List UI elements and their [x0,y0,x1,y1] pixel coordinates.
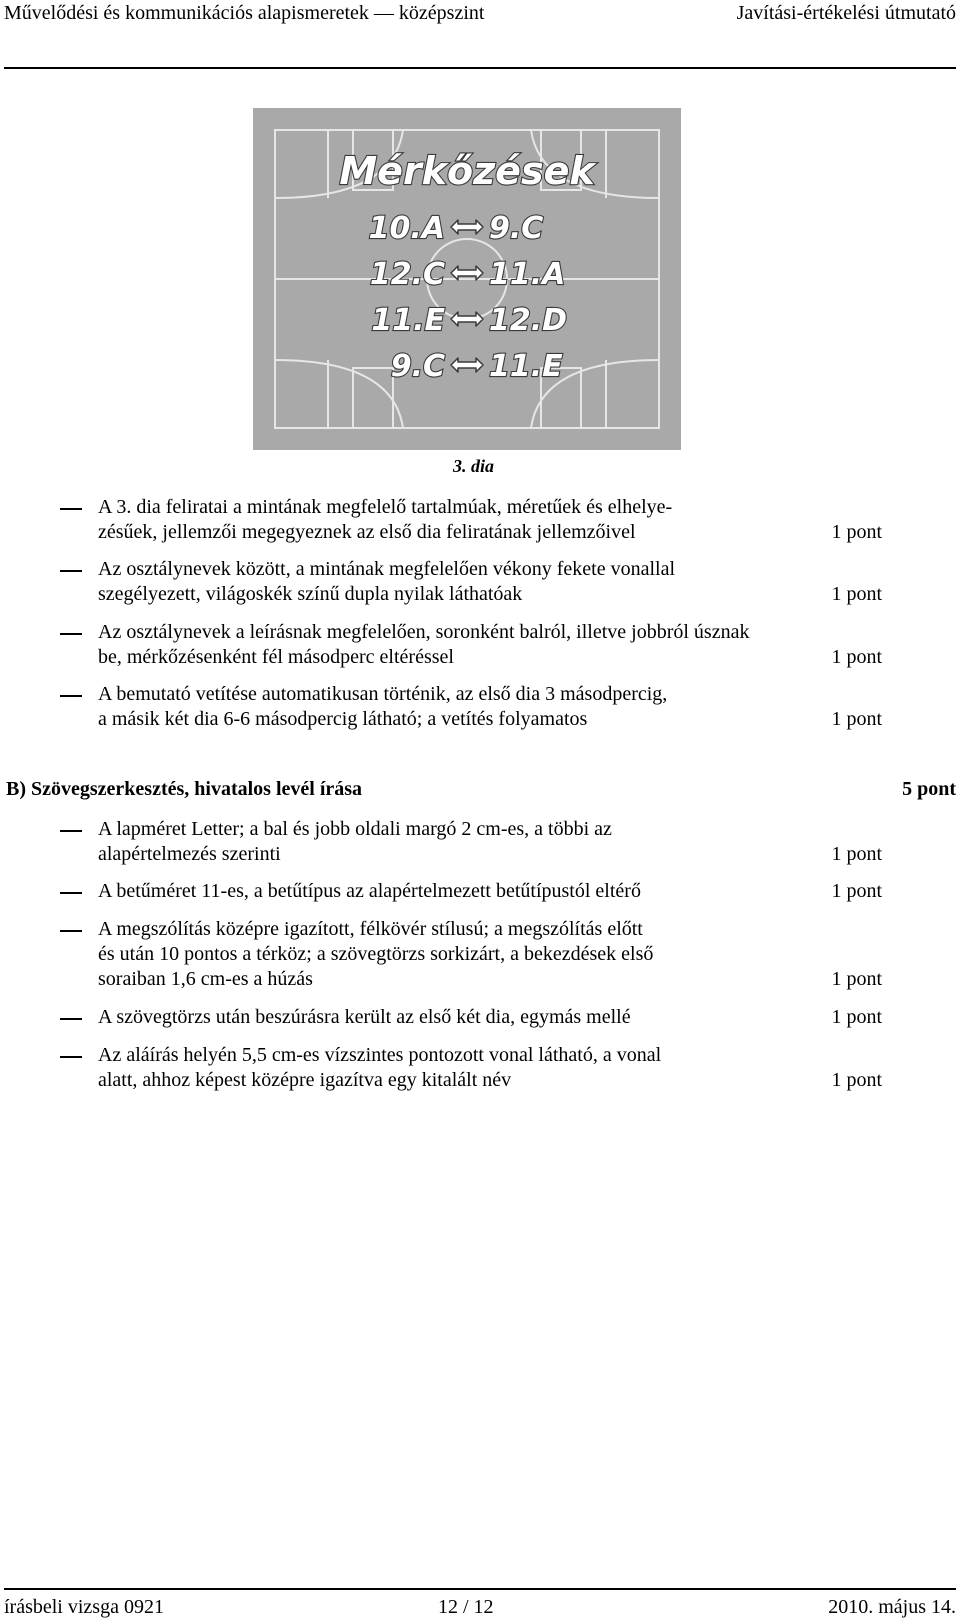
footer-date: 2010. május 14. [828,1596,956,1618]
criterion-item: A bemutató vetítése automatikusan történik, az első dia 3 másodpercig, a másik két dia 6-6 másodpercig látható; a vetítés folyamatos 1 pont [60,682,882,732]
criterion-item: Az osztálynevek a leírásnak megfelelően, soronként balról, illetve jobbról úsznak be, mérkőzésenként fél másodperc eltéréssel 1 pont [60,620,882,670]
header-doc-type: Javítási-értékelési útmutató [736,1,956,24]
criterion-points: 1 pont [831,968,882,990]
criterion-points: 1 pont [831,521,882,543]
criterion-points: 1 pont [831,646,882,668]
criterion-item: Az aláírás helyén 5,5 cm-es vízszintes pontozott vonal látható, a vonal alatt, ahhoz képest középre igazítva egy kitalált név 1 pont [60,1043,882,1093]
page-header [4,0,956,26]
footer-exam-id: írásbeli vizsga 0921 [4,1596,164,1618]
slide-caption: 3. dia [453,456,495,476]
match-right: 11.E [489,349,563,384]
footer-page-number: 12 / 12 [438,1596,494,1618]
dash-bullet [60,1056,82,1058]
criterion-item: A betűméret 11-es, a betűtípus az alapértelmezett betűtípustól eltérő 1 pont [60,879,882,904]
dash-bullet [60,695,82,697]
dash-bullet [60,892,82,894]
match-left: 10.A [368,211,445,246]
header-rule [4,67,956,69]
criterion-points: 1 pont [831,583,882,605]
match-right: 9.C [489,211,544,246]
criterion-item: A 3. dia feliratai a mintának megfelelő tartalmúak, méretűek és elhelye- zésűek, jellemzői megegyeznek az első dia feliratának jellemzőivel 1 pont [60,495,882,545]
footer-rule [4,1588,956,1590]
criterion-points: 1 pont [831,708,882,730]
section-b-title: B) Szövegszerkesztés, hivatalos levél írása [6,778,363,800]
match-left: 11.E [371,303,445,338]
criterion-points: 1 pont [831,843,882,865]
dash-bullet [60,1018,82,1020]
criterion-item: Az osztálynevek között, a mintának megfelelően vékony fekete vonallal szegélyezett, világoskék színű dupla nyilak láthatóak 1 pont [60,557,882,607]
match-right: 11.A [489,257,566,292]
dash-bullet [60,570,82,572]
match-right: 12.D [489,303,568,338]
header-subject: Művelődési és kommunikációs alapismeretek — középszint [4,1,485,24]
match-left: 9.C [390,349,445,384]
match-left: 12.C [369,257,445,292]
criterion-item: A megszólítás középre igazított, félkövér stílusú; a megszólítás előtt és után 10 pontos a térköz; a szövegtörzs sorkizárt, a bekezdések első soraiban 1,6 cm-es a húzás 1 pont [60,917,882,992]
slide-3-image [253,108,681,450]
dash-bullet [60,508,82,510]
criterion-points: 1 pont [831,1069,882,1091]
criterion-item: A lapméret Letter; a bal és jobb oldali margó 2 cm-es, a többi az alapértelmezés szerinti 1 pont [60,817,882,867]
dash-bullet [60,830,82,832]
slide-title: Mérkőzések [339,149,595,193]
dash-bullet [60,633,82,635]
dash-bullet [60,930,82,932]
page-footer [4,1596,956,1620]
criterion-points: 1 pont [831,880,882,902]
criterion-points: 1 pont [831,1006,882,1028]
section-b-points: 5 pont [902,778,956,800]
criterion-item: A szövegtörzs után beszúrásra került az első két dia, egymás mellé 1 pont [60,1005,882,1030]
